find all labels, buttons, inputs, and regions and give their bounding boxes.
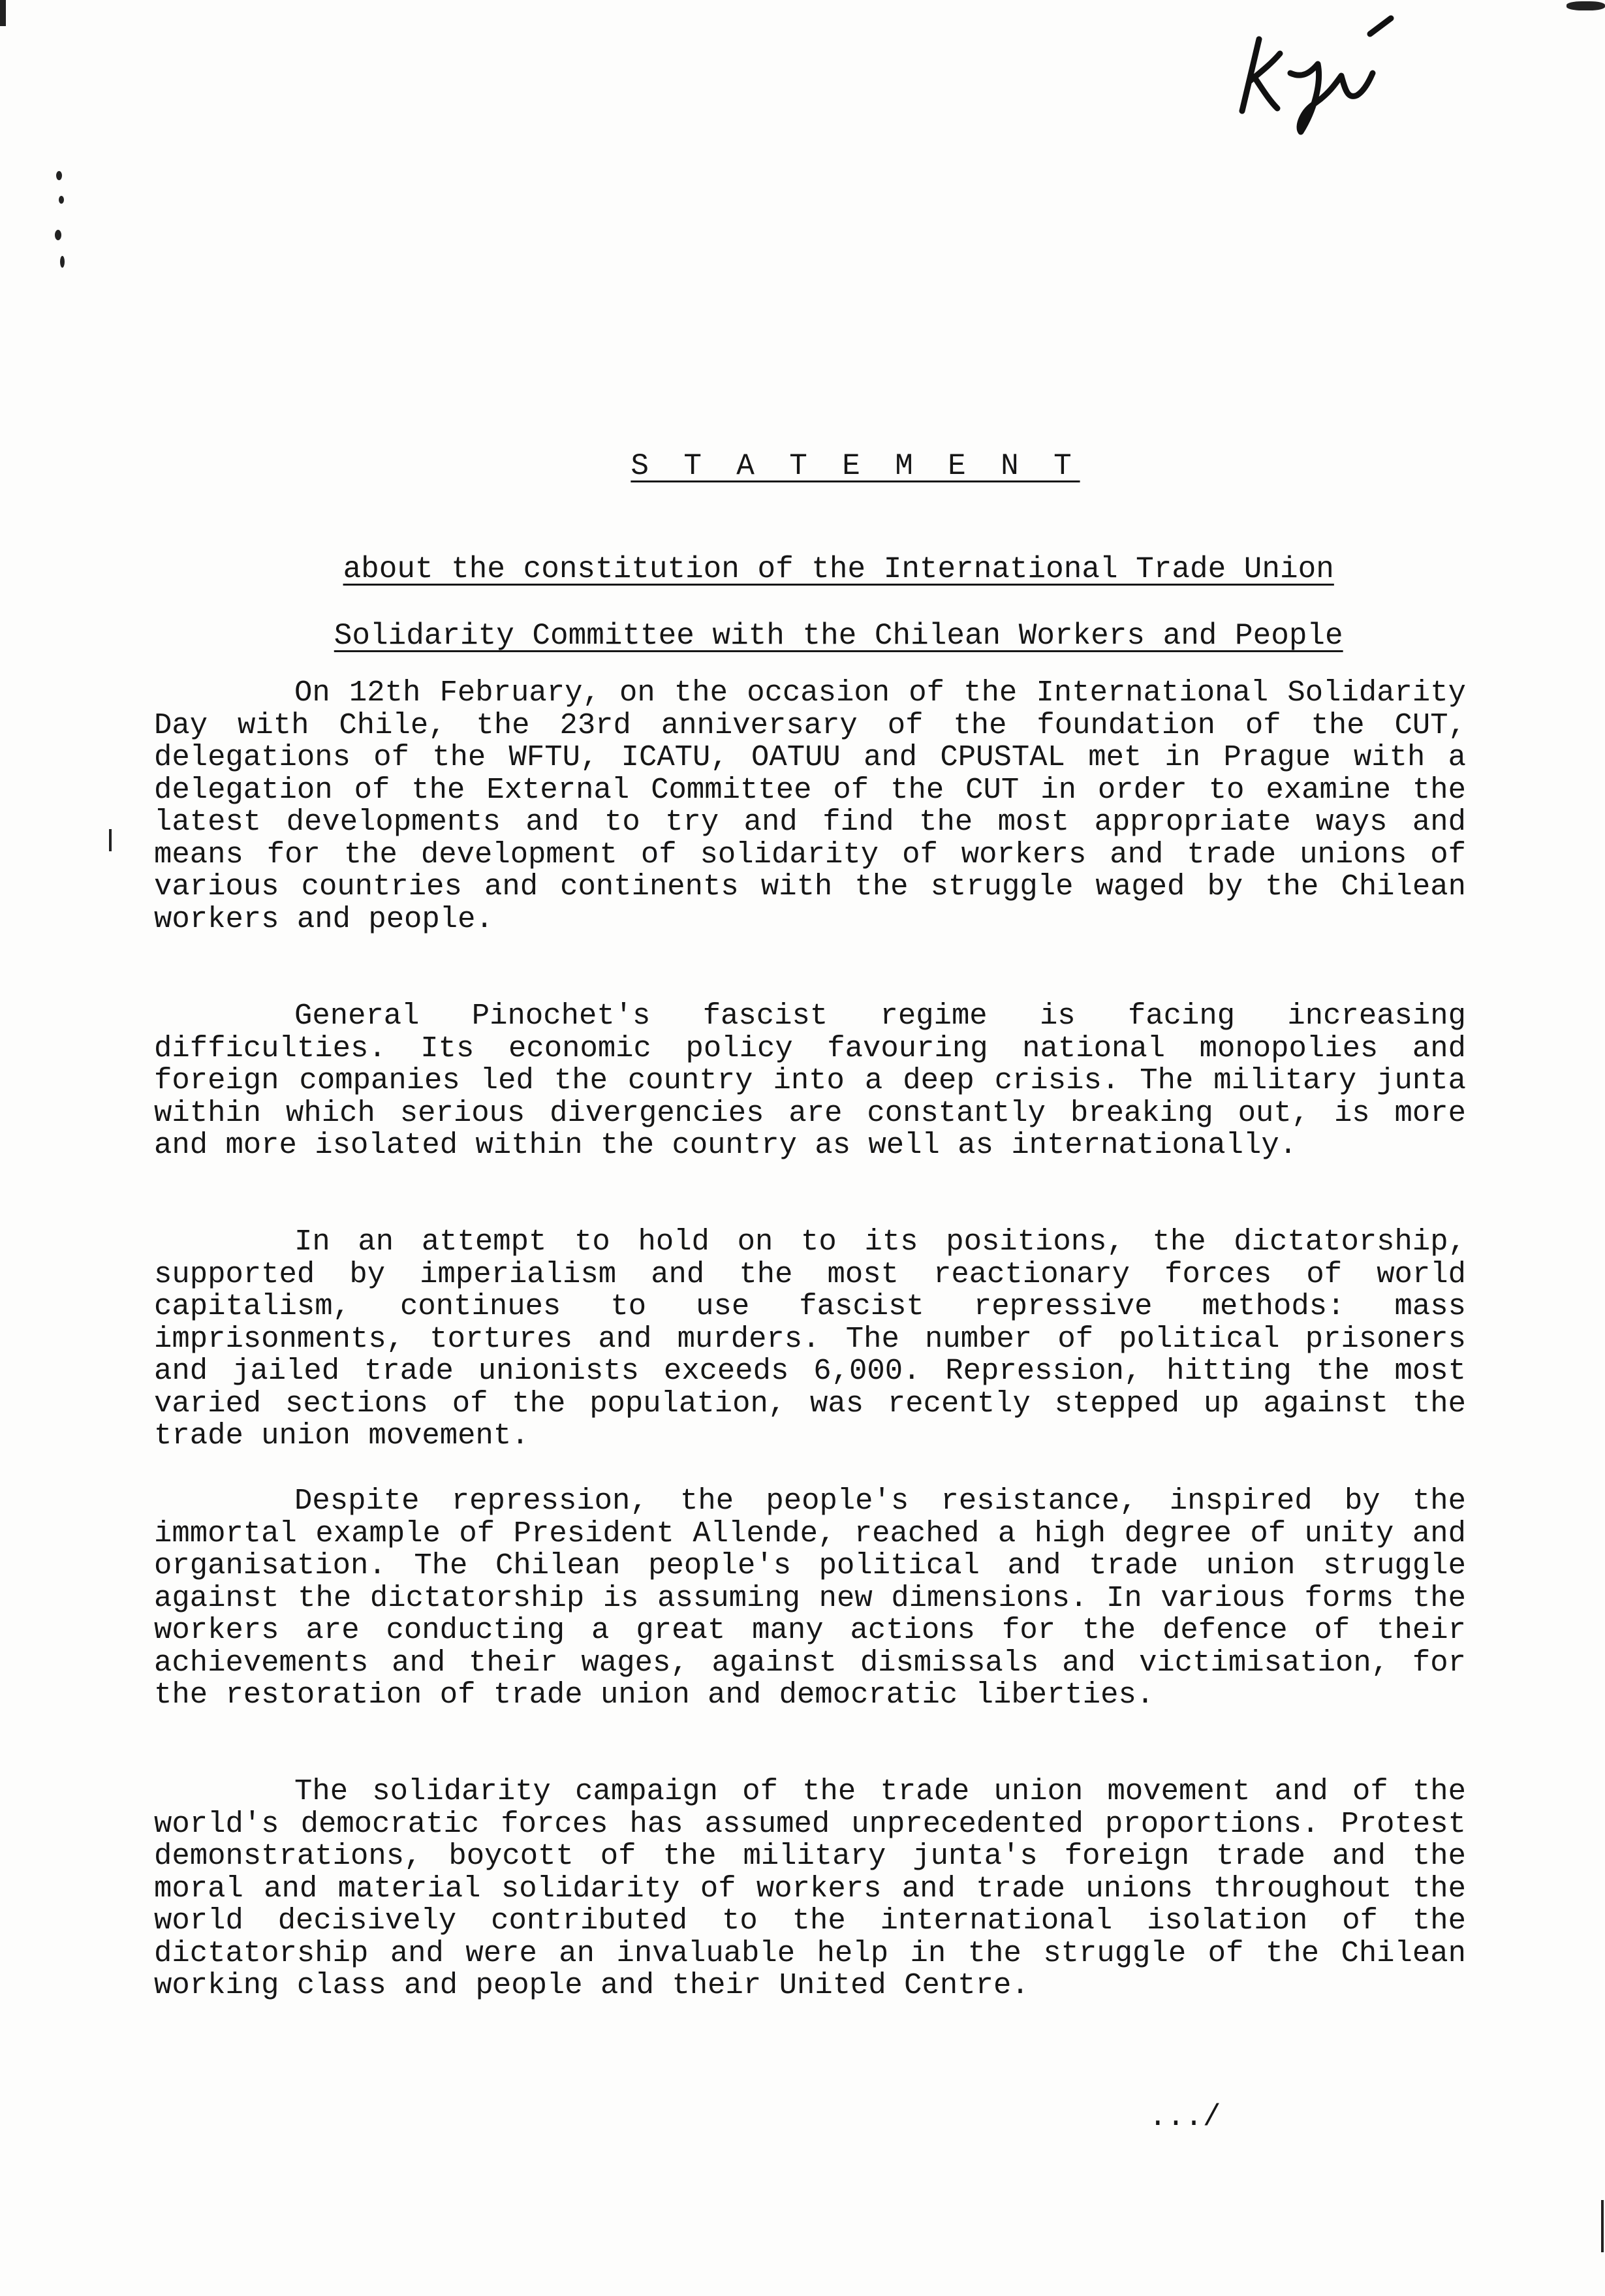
document-title [0,411,1605,521]
document-subtitle-line-2 [0,581,1605,691]
ink-speck [59,196,64,204]
body-paragraph: General Pinochet's fascist regime is facing increasing difficulties. Its economic policy favouring national monopolies and foreign companies led the country into a deep crisis. The military junta within which serious divergencies are constantly breaking out, is more and more isolated within the country as well as internationally. [154,999,1466,1162]
edge-mark [1566,1,1605,10]
body-paragraph: In an attempt to hold on to its positions, the dictatorship, supported by imperialism and the most reactionary forces of world capitalism, continues to use fascist repressive methods: mass imprisonments, tortures and murders. The number of political prisoners and jailed trade unionists exceeds 6,000. Repression, hitting the most varied sections of the population, was recently stepped up against the trade union movement. [154,1225,1466,1453]
document-title-text: S T A T E M E N T [631,449,1080,483]
handwritten-annotation [1230,13,1426,137]
body-paragraph: The solidarity campaign of the trade union movement and of the world's democratic forces has assumed unprecedented proportions. Protest demonstrations, boycott of the military junta's foreign trade and the moral and material solidarity of workers and trade unions throughout the world decisively contributed to the international isolation of the dictatorship and were an invaluable help in the struggle of the Chilean working class and people and their United Centre. [154,1774,1466,2002]
body-paragraph: On 12th February, on the occasion of the International Solidarity Day with Chile, the 23rd anniversary of the foundation of the CUT, delegations of the WFTU, ICATU, OATUU and CPUSTAL met in Prague with a delegation of the External Committee of the CUT in order to examine the latest developments and to try and find the most appropriate ways and means for the development of solidarity of workers and trade unions of various countries and continents with the struggle waged by the Chilean workers and people. [154,676,1466,936]
edge-mark [109,829,112,851]
ink-speck [55,230,61,240]
document-subtitle-text-2: Solidarity Committee with the Chilean Workers and People [334,619,1343,653]
ink-speck [56,171,62,180]
edge-mark [1601,2200,1604,2252]
edge-mark [0,0,6,26]
ink-speck [60,256,65,268]
continuation-mark: .../ [1149,2100,1221,2134]
body-paragraph: Despite repression, the people's resistance, inspired by the immortal example of President Allende, reached a high degree of unity and organisation. The Chilean people's political and trade union struggle against the dictatorship is assuming new dimensions. In various forms the workers are conducting a great many actions for the defence of their achievements and their wages, against dismissals and victimisation, for the restoration of trade union and democratic liberties. [154,1484,1466,1712]
document-subtitle-text-1: about the constitution of the International Trade Union [343,552,1334,586]
